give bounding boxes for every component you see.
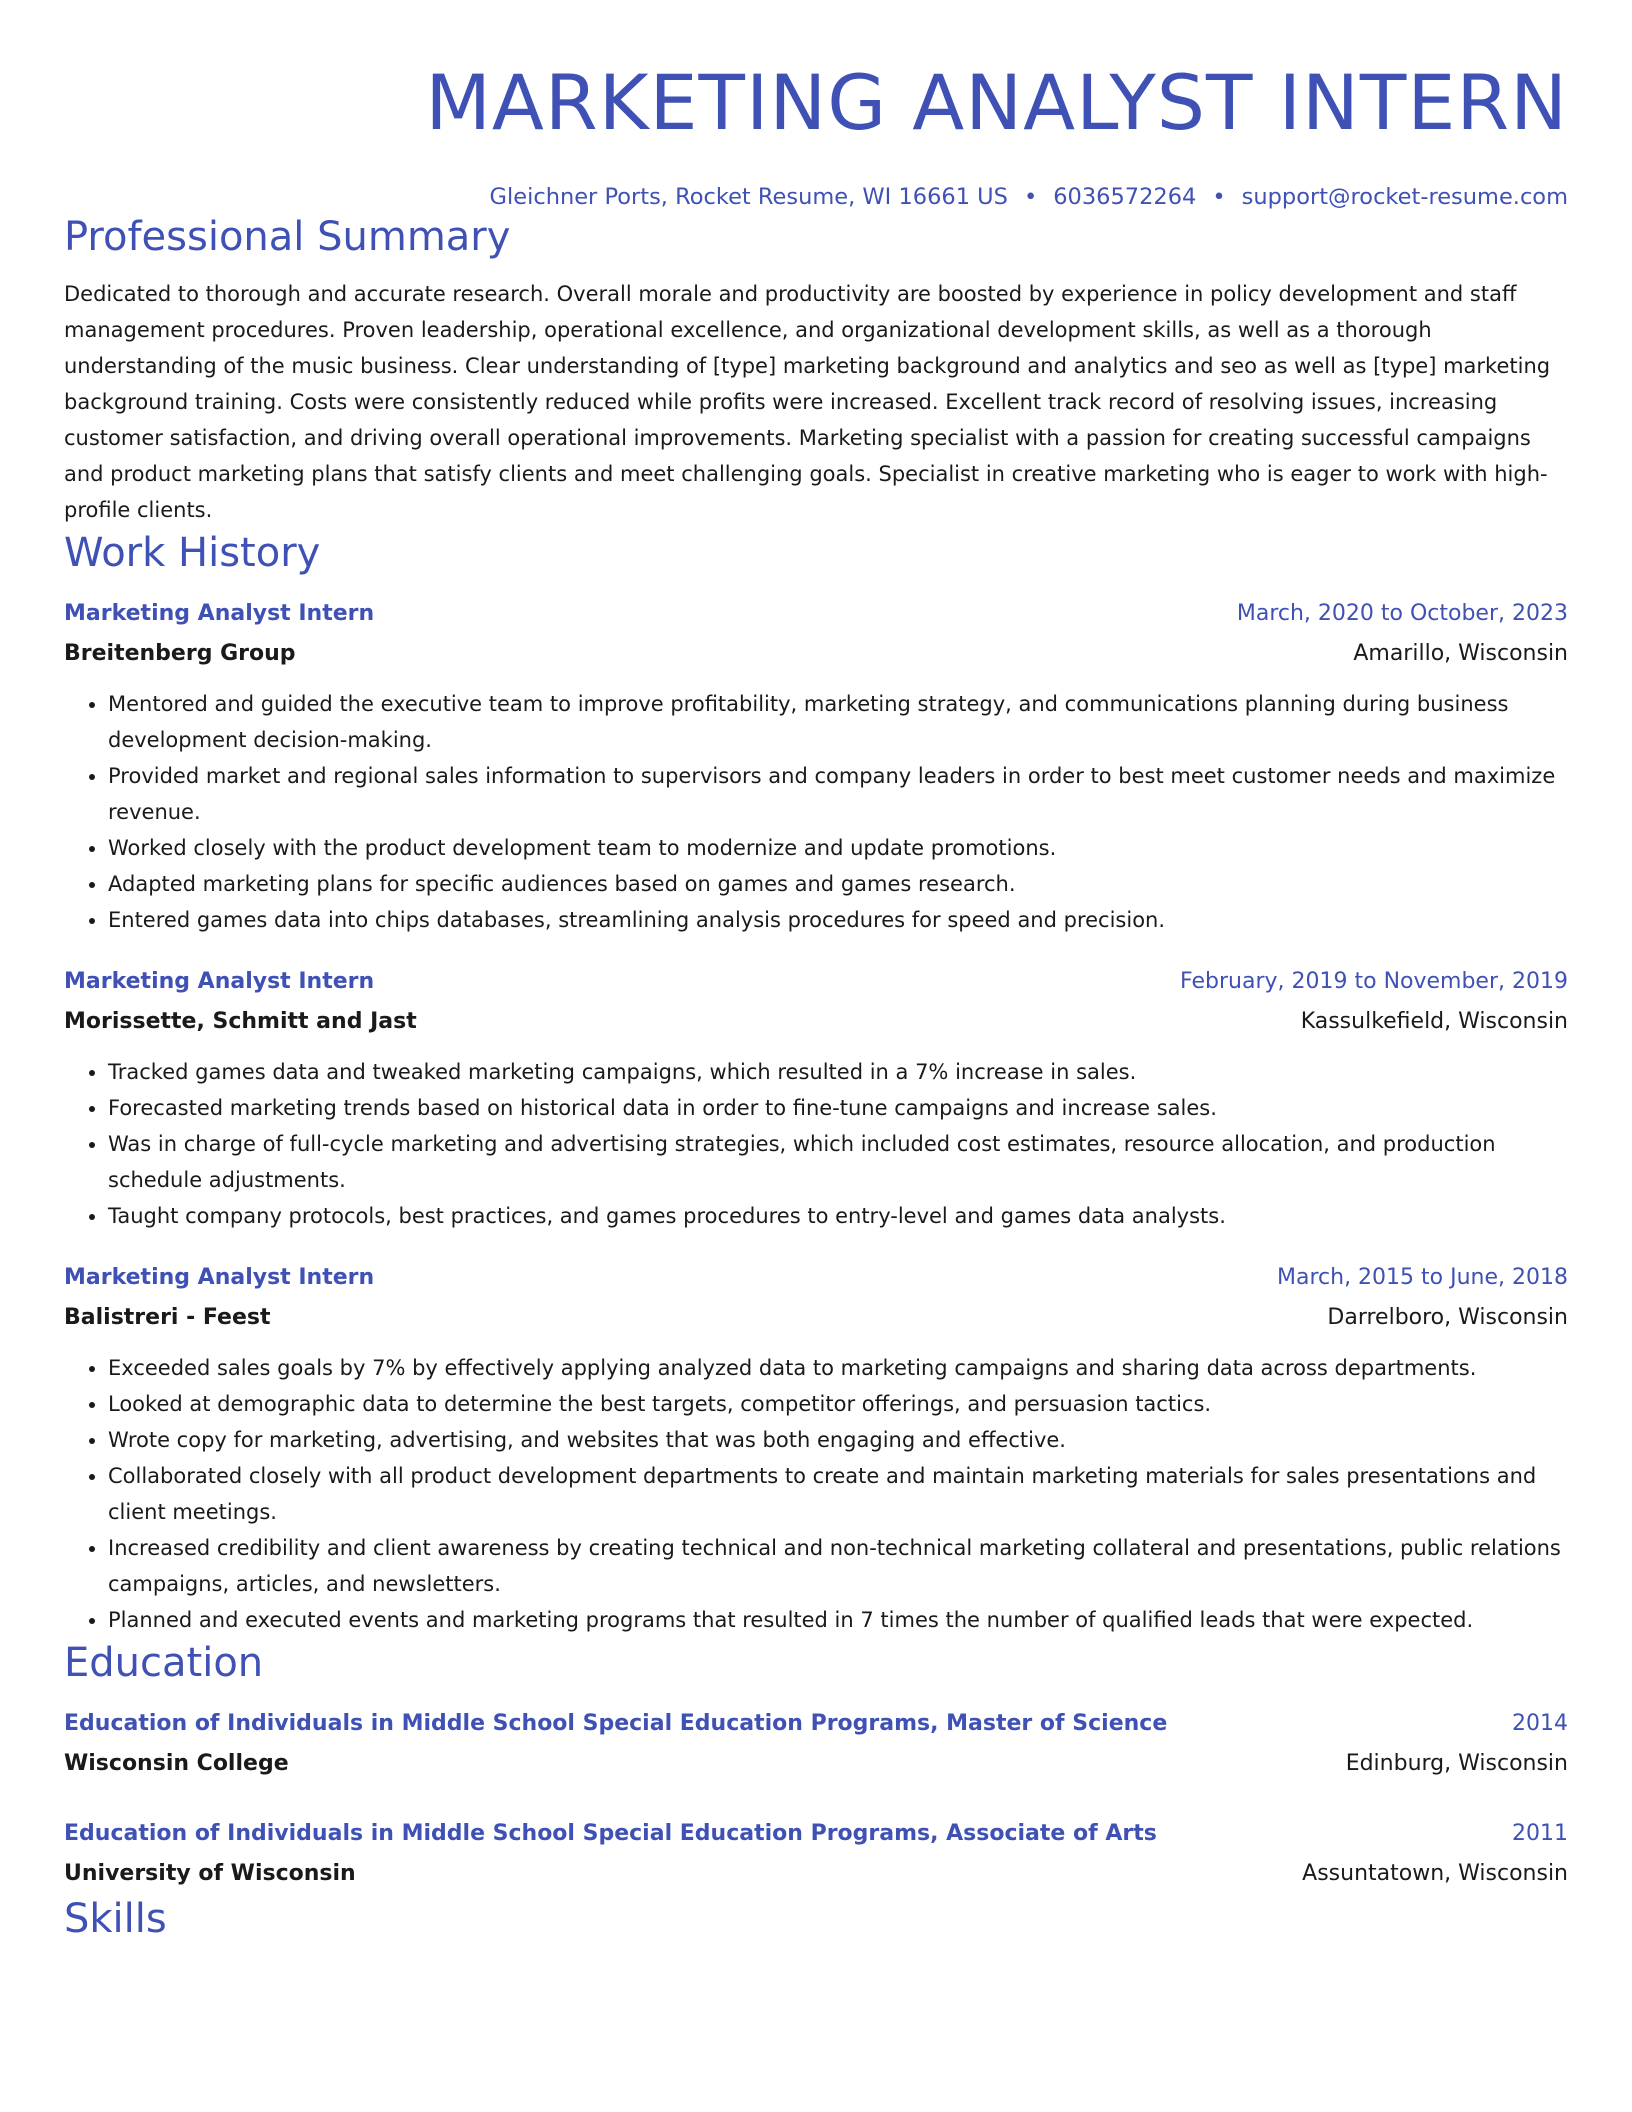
job-bullet: • Taught company protocols, best practices, and games procedures to entry-level and games data analysts. xyxy=(108,1198,1568,1234)
job-dates: March, 2015 to June, 2018 xyxy=(1277,1265,1568,1290)
job-location: Amarillo, Wisconsin xyxy=(1353,641,1568,666)
job-bullets xyxy=(64,1350,1568,1638)
work-history-heading: Work History xyxy=(64,530,321,576)
school-location: Edinburg, Wisconsin xyxy=(1345,1751,1568,1776)
company-name: Morissette, Schmitt and Jast xyxy=(64,1009,417,1034)
degree-title: Education of Individuals in Middle School Special Education Programs, Master of Science xyxy=(64,1711,1168,1736)
job-bullet: • Increased credibility and client awareness by creating technical and non-technical marketing collateral and presentations, public relations campaigns, articles, and newsletters. xyxy=(108,1530,1568,1602)
job-bullet: • Tracked games data and tweaked marketing campaigns, which resulted in a 7% increase in sales. xyxy=(108,1054,1568,1090)
job-bullet: • Adapted marketing plans for specific audiences based on games and games research. xyxy=(108,866,1568,902)
graduation-year: 2011 xyxy=(1512,1821,1568,1846)
job-title: Marketing Analyst Intern xyxy=(64,601,375,626)
job-dates: March, 2020 to October, 2023 xyxy=(1236,601,1568,626)
school-name: University of Wisconsin xyxy=(64,1861,356,1886)
summary-text: Dedicated to thorough and accurate research. Overall morale and productivity are boosted by experience in policy development and staff management procedures. Proven leadership, operational excellence, and organizational development skills, as well as a thorough understanding of the music business. Clear understanding of [type] marketing background and analytics and seo as well as [type] marketing background training. Costs were consistently reduced while profits were increased. Excellent track record of resolving issues, increasing customer satisfaction, and driving overall operational improvements. Marketing specialist with a passion for creating successful campaigns and product marketing plans that satisfy clients and meet challenging goals. Specialist in creative marketing who is eager to work with high-profile clients. xyxy=(64,282,1551,522)
company-name: Breitenberg Group xyxy=(64,641,296,666)
job-location: Darrelboro, Wisconsin xyxy=(1327,1305,1568,1330)
contact-line xyxy=(64,182,1568,212)
skills-heading: Skills xyxy=(64,1896,167,1942)
education-entry xyxy=(64,1704,1568,1784)
contact-address: Gleichner Ports, Rocket Resume, WI 16661 US xyxy=(489,184,1008,210)
candidate-name: MARKETING ANALYST INTERN xyxy=(425,58,1568,147)
job-title: Marketing Analyst Intern xyxy=(64,1265,375,1290)
company-name: Balistreri - Feest xyxy=(64,1305,271,1330)
resume-header xyxy=(64,0,1568,212)
job-bullets xyxy=(64,686,1568,938)
job-bullet: • Mentored and guided the executive team to improve profitability, marketing strategy, and communications planning during business development decision-making. xyxy=(108,686,1568,758)
job-bullet: • Provided market and regional sales information to supervisors and company leaders in order to best meet customer needs and maximize revenue. xyxy=(108,758,1568,830)
job-dates: February, 2019 to November, 2019 xyxy=(1180,969,1568,994)
school-name: Wisconsin College xyxy=(64,1751,289,1776)
contact-separator: • xyxy=(1212,184,1226,210)
degree-title: Education of Individuals in Middle School Special Education Programs, Associate of Arts xyxy=(64,1821,1157,1846)
graduation-year: 2014 xyxy=(1512,1711,1568,1736)
contact-separator: • xyxy=(1023,184,1038,210)
job-location: Kassulkefield, Wisconsin xyxy=(1300,1009,1568,1034)
school-location: Assuntatown, Wisconsin xyxy=(1302,1861,1568,1886)
contact-phone: 6036572264 xyxy=(1053,184,1197,210)
job-bullet: • Exceeded sales goals by 7% by effectively applying analyzed data to marketing campaigns and sharing data across departments. xyxy=(108,1350,1568,1386)
job-bullet: • Planned and executed events and marketing programs that resulted in 7 times the number of qualified leads that were expected. xyxy=(108,1602,1568,1638)
job-bullet: • Wrote copy for marketing, advertising, and websites that was both engaging and effective. xyxy=(108,1422,1568,1458)
job-bullet: • Looked at demographic data to determine the best targets, competitor offerings, and persuasion tactics. xyxy=(108,1386,1568,1422)
job-entry xyxy=(64,962,1568,1234)
job-bullet: • Was in charge of full-cycle marketing and advertising strategies, which included cost estimates, resource allocation, and production schedule adjustments. xyxy=(108,1126,1568,1198)
education-heading: Education xyxy=(64,1640,264,1686)
contact-email[interactable]: support@rocket-resume.com xyxy=(1241,184,1568,210)
job-entry xyxy=(64,594,1568,938)
job-bullet: • Worked closely with the product development team to modernize and update promotions. xyxy=(108,830,1568,866)
job-bullet: • Collaborated closely with all product development departments to create and maintain marketing materials for sales presentations and client meetings. xyxy=(108,1458,1568,1530)
job-title: Marketing Analyst Intern xyxy=(64,969,375,994)
job-bullets xyxy=(64,1054,1568,1234)
job-bullet: • Entered games data into chips databases, streamlining analysis procedures for speed and precision. xyxy=(108,902,1568,938)
education-entry xyxy=(64,1814,1568,1894)
job-entry xyxy=(64,1258,1568,1638)
job-bullet: • Forecasted marketing trends based on historical data in order to fine-tune campaigns and increase sales. xyxy=(108,1090,1568,1126)
summary-heading: Professional Summary xyxy=(64,214,511,260)
